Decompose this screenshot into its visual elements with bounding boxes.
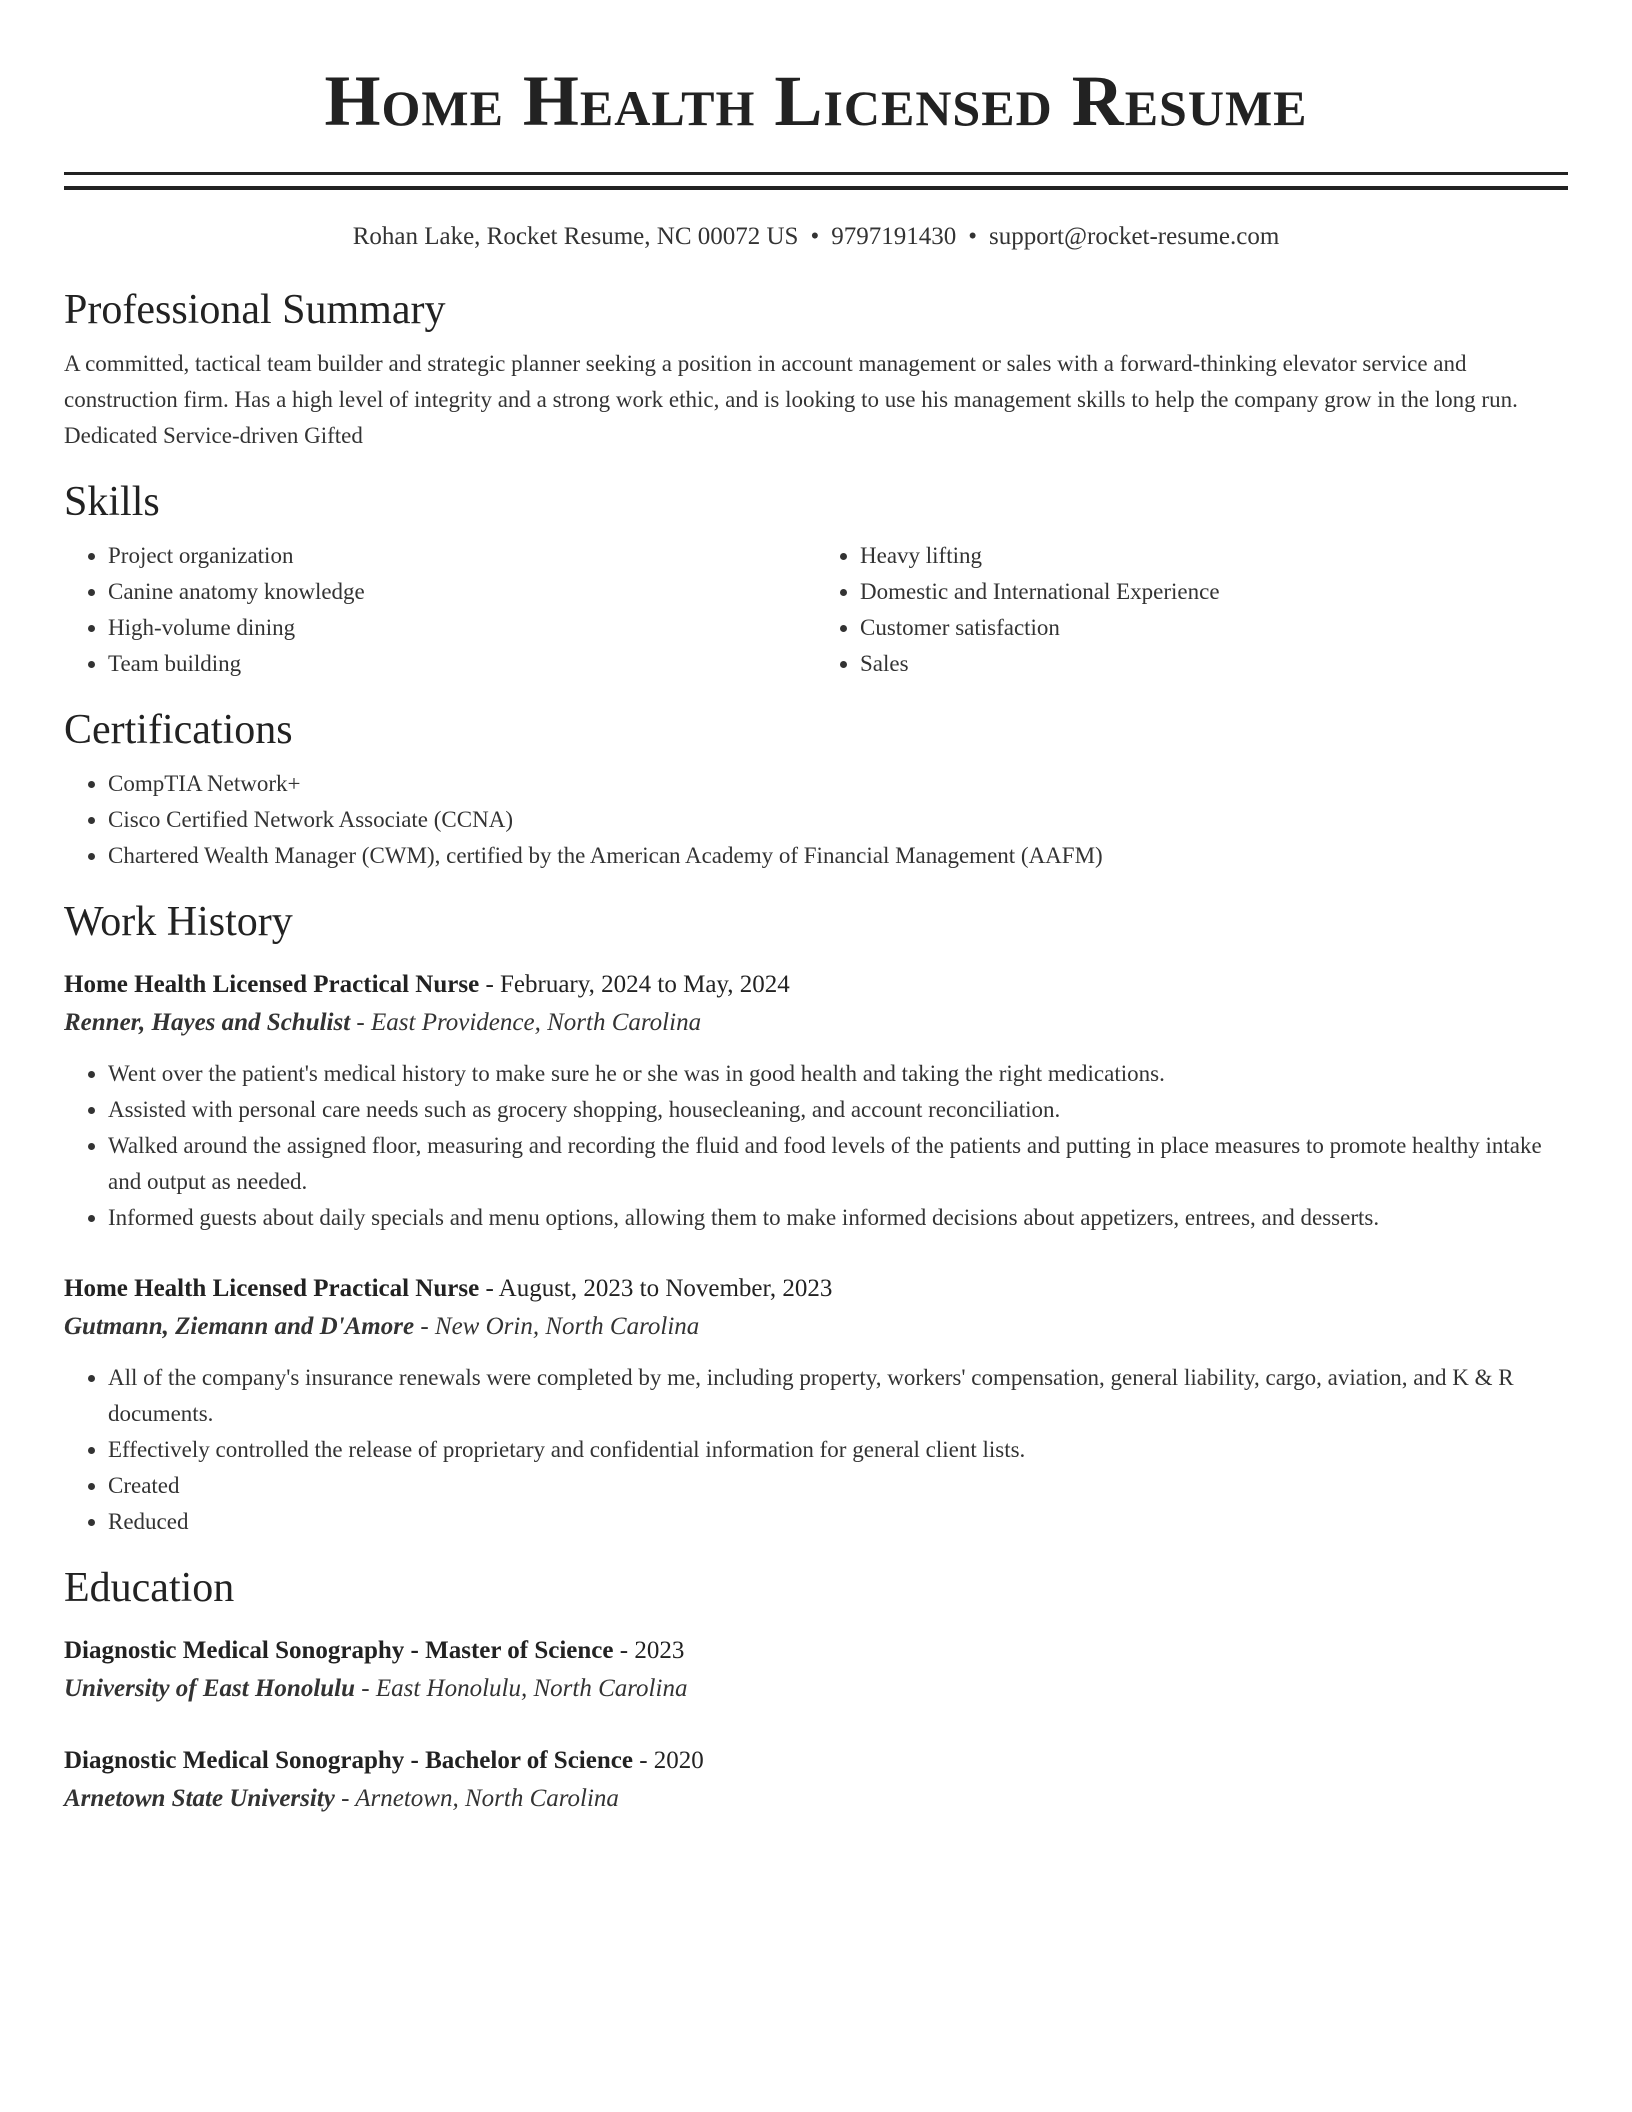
education-header: Diagnostic Medical Sonography - Bachelor of Science - 2020: [64, 1747, 704, 1774]
skill-item: • Project organization: [108, 538, 816, 574]
job-employer: Gutmann, Ziemann and D'Amore - New Orin, North Carolina: [64, 1313, 700, 1340]
certification-item: • Cisco Certified Network Associate (CCNA): [108, 802, 1568, 838]
job-dates: August, 2023 to November, 2023: [498, 1275, 833, 1302]
job-employer: Renner, Hayes and Schulist - East Providence, North Carolina: [64, 1009, 702, 1036]
certifications-heading: Certifications: [64, 707, 293, 753]
skill-item: • Customer satisfaction: [860, 610, 1568, 646]
job-bullet: • All of the company's insurance renewals were completed by me, including property, workers' compensation, general liability, cargo, aviation, and K & R documents.: [108, 1360, 1568, 1432]
education-degree: Diagnostic Medical Sonography - Master of Science: [64, 1637, 614, 1664]
job-bullets: [64, 1360, 1568, 1540]
job-bullet: • Walked around the assigned floor, measuring and recording the fluid and food levels of the patients and putting in place measures to promote healthy intake and output as needed.: [108, 1128, 1568, 1200]
skills-heading: Skills: [64, 479, 160, 525]
resume-title: Home Health Licensed Resume: [324, 61, 1308, 141]
job-bullet: • Reduced: [108, 1504, 1568, 1540]
education-year: 2020: [653, 1747, 704, 1774]
education-location: East Honolulu, North Carolina: [375, 1675, 688, 1702]
job-location: East Providence, North Carolina: [371, 1009, 702, 1036]
education-institution: University of East Honolulu - East Honolulu, North Carolina: [64, 1675, 688, 1702]
skill-item: • High-volume dining: [108, 610, 816, 646]
skills-grid: [64, 538, 1568, 682]
education-header: Diagnostic Medical Sonography - Master of Science - 2023: [64, 1637, 685, 1664]
job-bullet: • Effectively controlled the release of proprietary and confidential information for general client lists.: [108, 1432, 1568, 1468]
job-bullet: • Informed guests about daily specials and menu options, allowing them to make informed decisions about appetizers, entrees, and desserts.: [108, 1200, 1568, 1236]
contact-email[interactable]: support@rocket-resume.com: [989, 223, 1280, 250]
job-company: Renner, Hayes and Schulist: [64, 1009, 351, 1036]
education-location: Arnetown, North Carolina: [355, 1785, 619, 1812]
certifications-list: [64, 766, 1568, 874]
education-year: 2023: [634, 1637, 685, 1664]
job-dates: February, 2024 to May, 2024: [500, 971, 790, 998]
skill-item: • Sales: [860, 646, 1568, 682]
job-header: Home Health Licensed Practical Nurse - August, 2023 to November, 2023: [64, 1275, 833, 1302]
skill-item: • Heavy lifting: [860, 538, 1568, 574]
education-section: [64, 1562, 1568, 1818]
education-heading: Education: [64, 1565, 235, 1611]
certifications-section: [64, 704, 1568, 874]
job-bullet: • Assisted with personal care needs such as grocery shopping, housecleaning, and account reconciliation.: [108, 1092, 1568, 1128]
job-entry: [64, 1270, 1568, 1540]
work-history-section: [64, 896, 1568, 1540]
job-bullet: • Went over the patient's medical history to make sure he or she was in good health and taking the right medications.: [108, 1056, 1568, 1092]
summary-heading: Professional Summary: [64, 287, 446, 333]
skill-item: • Canine anatomy knowledge: [108, 574, 816, 610]
job-location: New Orin, North Carolina: [434, 1313, 700, 1340]
summary-section: [64, 284, 1568, 454]
job-entry: [64, 966, 1568, 1236]
contact-separator: •: [810, 223, 820, 250]
education-school: University of East Honolulu: [64, 1675, 356, 1702]
skills-left-list: [64, 538, 816, 682]
work-history-heading: Work History: [64, 899, 293, 945]
job-company: Gutmann, Ziemann and D'Amore: [64, 1313, 415, 1340]
certification-item: • Chartered Wealth Manager (CWM), certified by the American Academy of Financial Management (AAFM): [108, 838, 1568, 874]
education-degree: Diagnostic Medical Sonography - Bachelor of Science: [64, 1747, 633, 1774]
education-school: Arnetown State University: [64, 1785, 335, 1812]
skill-item: • Domestic and International Experience: [860, 574, 1568, 610]
contact-address: Rohan Lake, Rocket Resume, NC 00072 US: [352, 223, 799, 250]
job-header: Home Health Licensed Practical Nurse - February, 2024 to May, 2024: [64, 971, 790, 998]
title-divider: [64, 172, 1568, 190]
skills-right-list: [816, 538, 1568, 682]
skills-section: [64, 476, 1568, 682]
job-bullet: • Created: [108, 1468, 1568, 1504]
education-entry: [64, 1632, 1568, 1708]
education-institution: Arnetown State University - Arnetown, North Carolina: [64, 1785, 619, 1812]
education-entry: [64, 1742, 1568, 1818]
contact-phone: 9797191430: [831, 223, 957, 250]
job-title: Home Health Licensed Practical Nurse: [64, 1275, 480, 1302]
job-bullets: [64, 1056, 1568, 1236]
contact-line: [64, 220, 1568, 254]
summary-text: A committed, tactical team builder and strategic planner seeking a position in account management or sales with a forward-thinking elevator service and construction firm. Has a high level of integrity and a strong work ethic, and is looking to use his management skills to help the company grow in the long run. Dedicated Service-driven Gifted: [64, 351, 1518, 448]
skill-item: • Team building: [108, 646, 816, 682]
certification-item: • CompTIA Network+: [108, 766, 1568, 802]
job-title: Home Health Licensed Practical Nurse: [64, 971, 480, 998]
contact-separator: •: [968, 223, 977, 250]
